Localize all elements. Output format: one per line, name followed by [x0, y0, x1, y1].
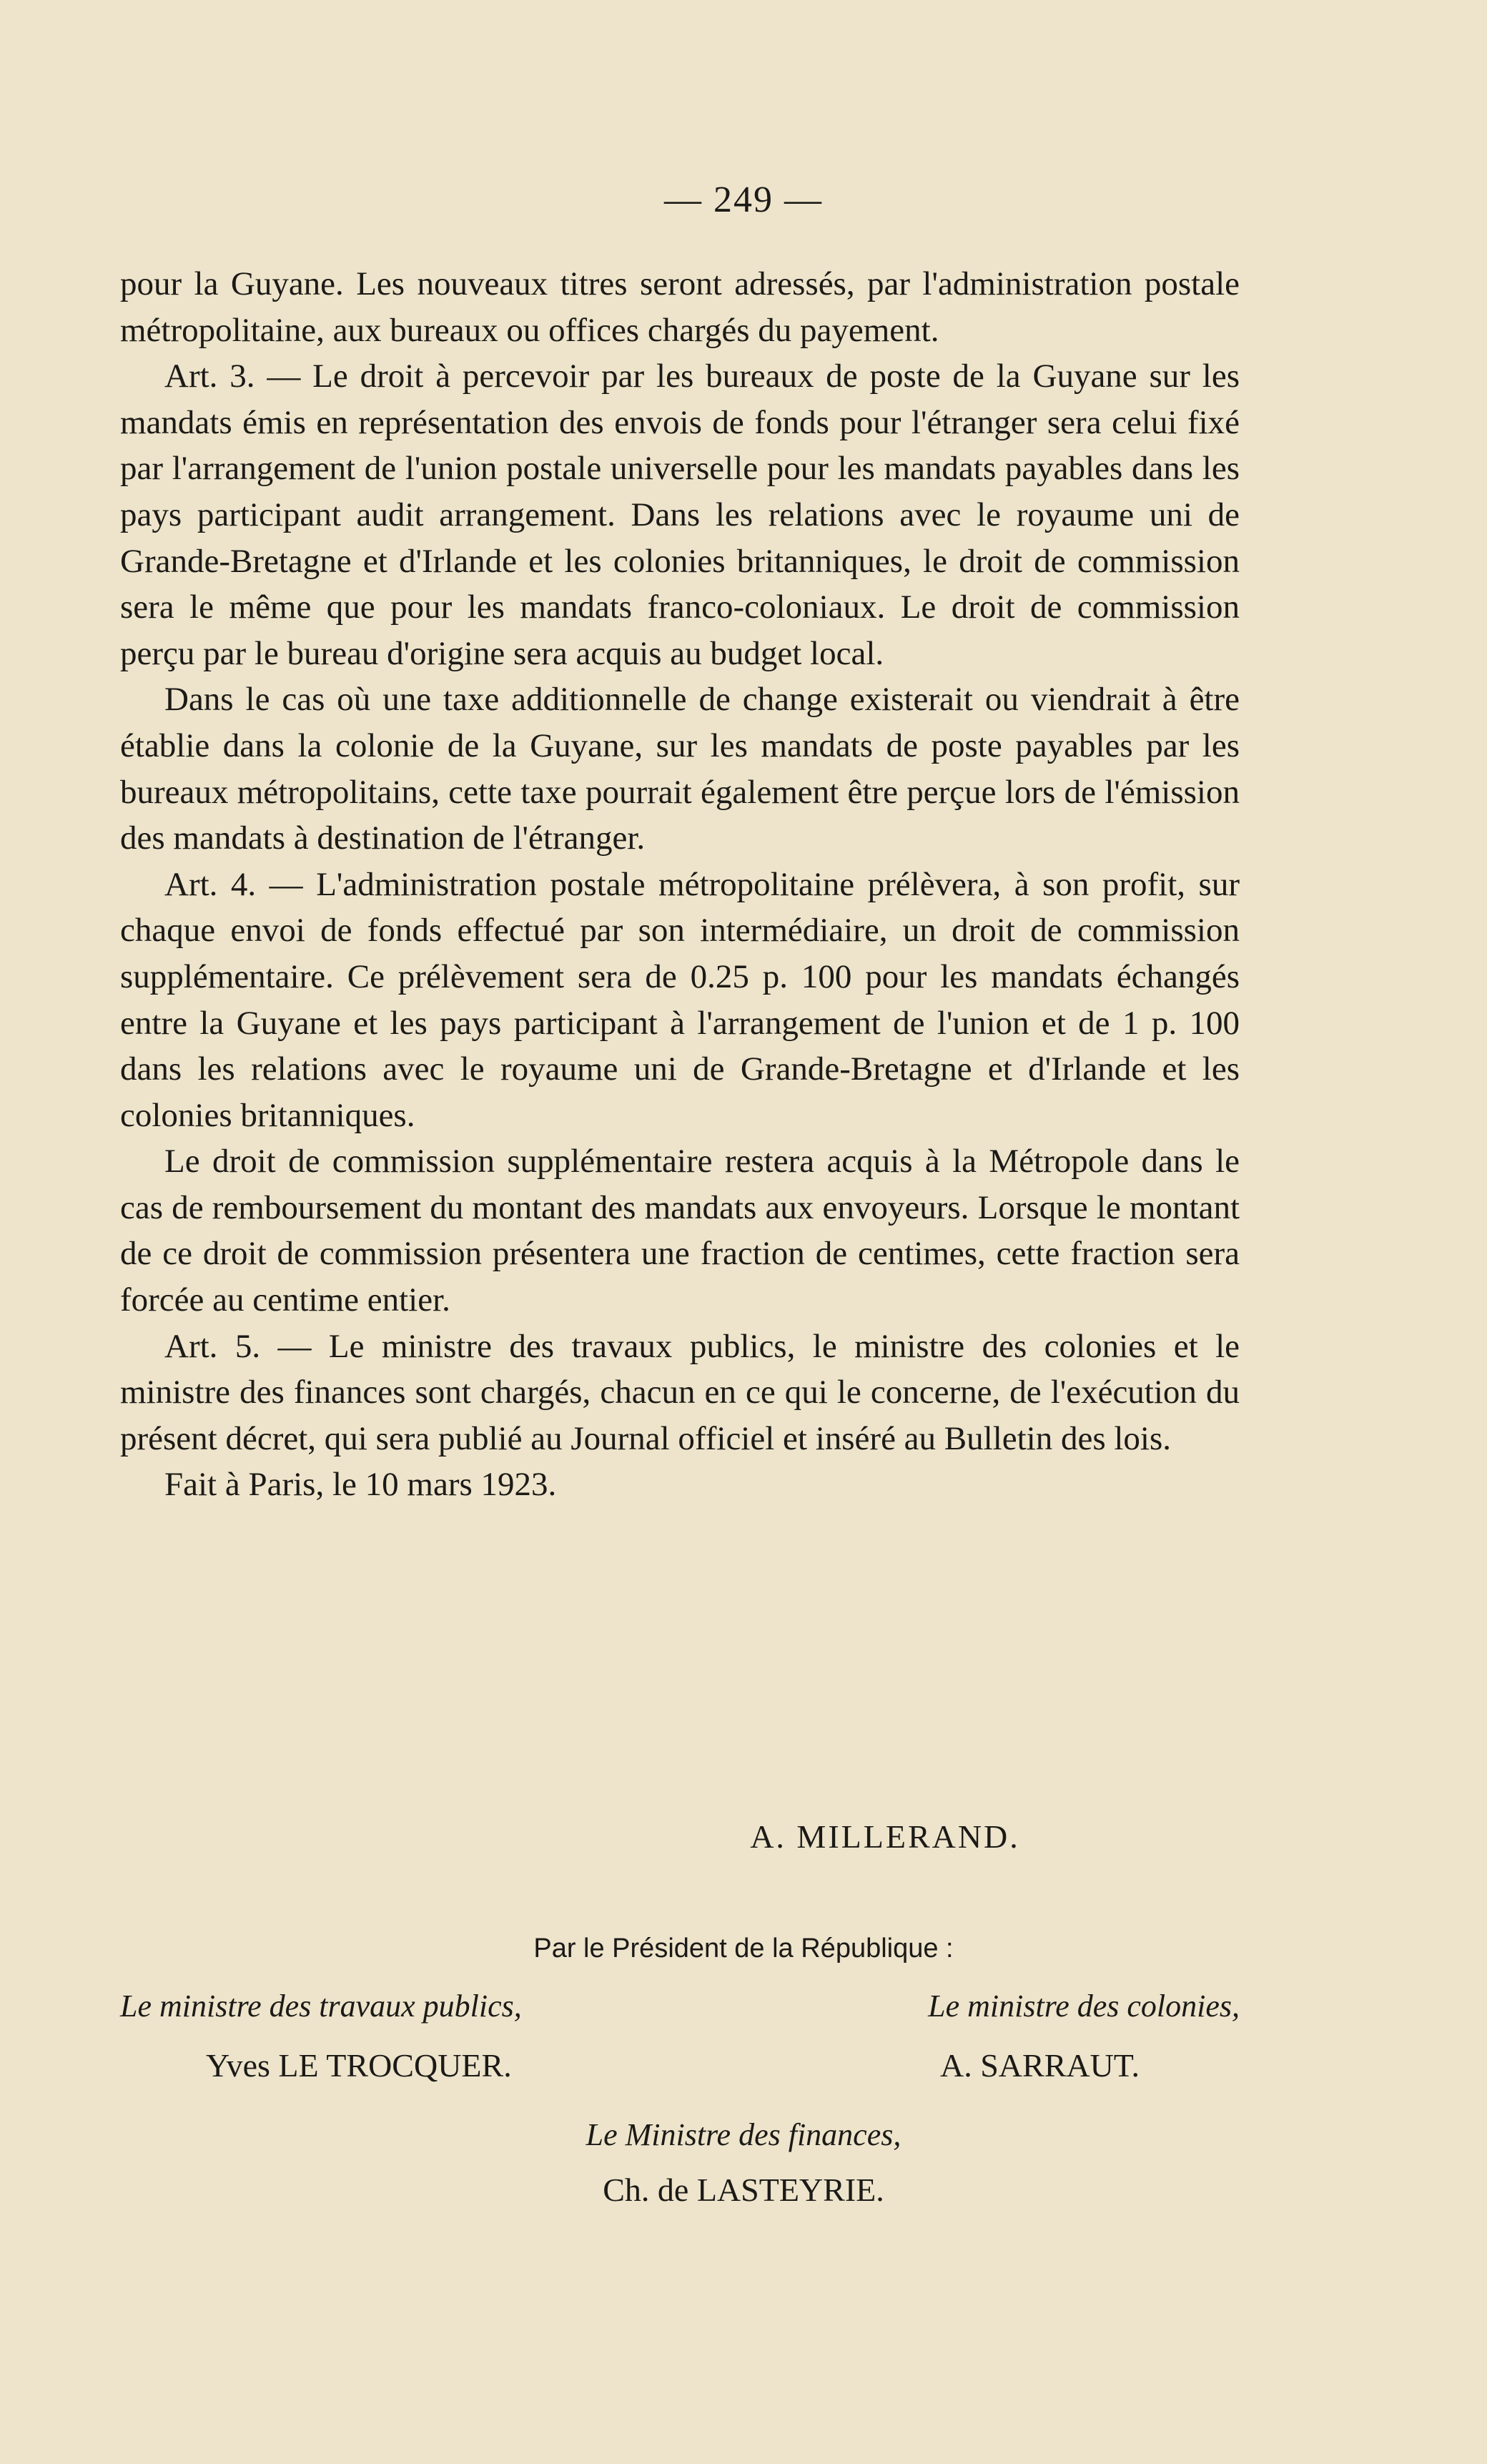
paragraph-exchange-tax: Dans le cas où une taxe additionnelle de change existerait ou viendrait à être établie dans la colonie de la Guyane, sur les mandats de poste payables par les bureaux métropolitains, cette taxe pourrait également être perçue lors de l'émission des mandats à destination de l'étranger. [120, 681, 1240, 857]
decree-text [120, 261, 1240, 1508]
signature-intro: Par le Président de la République : [533, 1933, 954, 1963]
paragraph-article-3: Art. 3. — Le droit à percevoir par les bureaux de poste de la Guyane sur les mandats émis en représentation des envois de fonds pour l'étranger sera celui fixé par l'arrangement de l'union postale universelle pour les mandats payables dans les pays participant audit arrangement. Dans les relations avec le royaume uni de Grande-Bretagne et d'Irlande et les colonies britanniques, le droit de commission sera le même que pour les mandats franco-coloniaux. Le droit de commission perçu par le bureau d'origine sera acquis au budget local. [120, 358, 1240, 672]
finance-minister-title: Le Ministre des finances, [586, 2117, 901, 2152]
minister-titles-row [120, 1988, 1240, 2024]
date-line: Fait à Paris, le 10 mars 1923. [164, 1466, 557, 1504]
president-signature: A. MILLERAND. [750, 1818, 1020, 1855]
finance-minister-name: Ch. de LASTEYRIE. [603, 2172, 884, 2208]
colonies-minister-name: A. SARRAUT. [939, 2047, 1140, 2084]
paragraph-continuation: pour la Guyane. Les nouveaux titres seront adressés, par l'administration postale métropolitaine, aux bureaux ou offices chargés du payement. [120, 265, 1240, 349]
paragraph-article-4: Art. 4. — L'administration postale métropolitaine prélèvera, à son profit, sur chaque envoi de fonds effectué par son intermédiaire, un droit de commission supplémentaire. Ce prélèvement sera de 0.25 p. 100 pour les mandats échangés entre la Guyane et les pays participant à l'arrangement de l'union et de 1 p. 100 dans les relations avec le royaume uni de Grande-Bretagne et d'Irlande et les colonies britanniques. [120, 865, 1240, 1134]
page-number: — 249 — [664, 179, 823, 220]
colonies-minister-title: Le ministre des colonies, [928, 1989, 1240, 2024]
public-works-minister-title: Le ministre des travaux publics, [120, 1989, 522, 2024]
paragraph-supplementary-commission: Le droit de commission supplémentaire restera acquis à la Métropole dans le cas de remboursement du montant des mandats aux envoyeurs. Lorsque le montant de ce droit de commission présentera une fraction de centimes, cette fraction sera forcée au centime entier. [120, 1143, 1240, 1319]
public-works-minister-name: Yves LE TROCQUER. [206, 2047, 512, 2084]
minister-names-row [120, 2046, 1240, 2084]
paragraph-article-5: Art. 5. — Le ministre des travaux publics, le ministre des colonies et le ministre des finances sont chargés, chacun en ce qui le concerne, de l'exécution du présent décret, qui sera publié au Journal officiel et inséré au Bulletin des lois. [120, 1327, 1240, 1457]
